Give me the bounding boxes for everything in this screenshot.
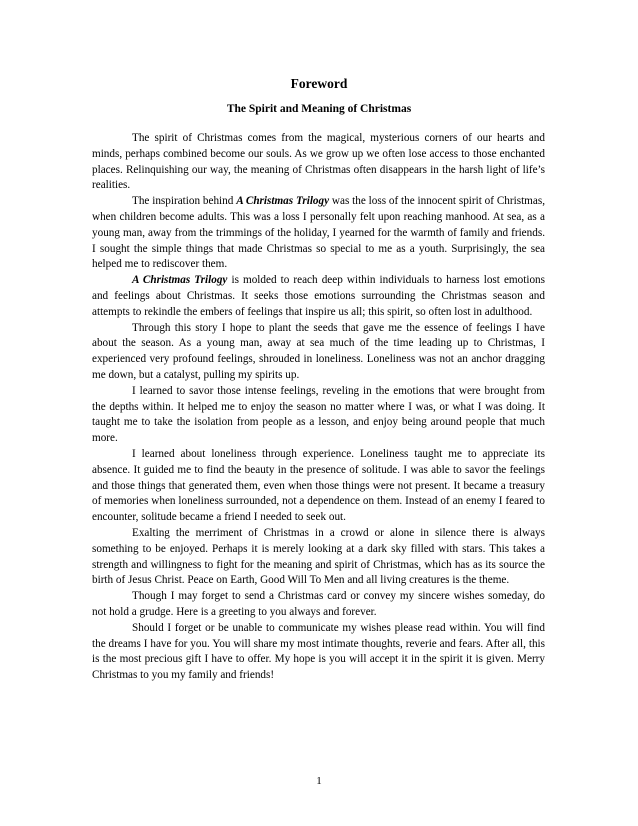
paragraph: I learned to savor those intense feelings, reveling in the emotions that were brought from the depths within. It helped me to enjoy the season no matter where I was, or what I was doing. It taught me to take the isolation from people as a lesson, and enjoy being around people that much more. (92, 384, 545, 445)
paragraph (92, 273, 545, 320)
paragraph: Through this story I hope to plant the seeds that gave me the essence of feelings I have about the season. As a young man, away at sea much of the time leading up to Christmas, I experienced very profound feelings, shrouded in loneliness. Loneliness was not an anchor dragging me down, but a catalyst, pulling my spirits up. (92, 321, 545, 381)
paragraph: Though I may forget to send a Christmas card or convey my sincere wishes someday, do not hold a grudge. Here is a greeting to you always and forever. (92, 590, 545, 618)
paragraph: Should I forget or be unable to communicate my wishes please read within. You will find the dreams I have for you. You will share my most intimate thoughts, reverie and fears. After all, this is the most precious gift I have to offer. My hope is you will accept it in the spirit it is given. Merry Christmas to you my family and friends! (92, 621, 545, 682)
paragraph: The spirit of Christmas comes from the magical, mysterious corners of our hearts and minds, perhaps combined become our souls. As we grow up we often lose access to those enchanted places. Relinquishing our way, the meaning of Christmas often disappears in the harsh light of life’s realities. (92, 132, 545, 192)
paragraph: Exalting the merriment of Christmas in a crowd or alone in silence there is always something to be enjoyed. Perhaps it is merely looking at a dark sky filled with stars. This takes a strength and willingness to fight for the meaning and spirit of Christmas, which has as its source the birth of Jesus Christ. Peace on Earth, Good Will To Men and all living creatures is the theme. (92, 526, 545, 587)
page-subtitle: The Spirit and Meaning of Christmas (226, 103, 412, 115)
page-title: Foreword (290, 76, 348, 91)
page-number: 1 (316, 775, 322, 787)
paragraph-rest: is molded to reach deep within individuals to harness lost emotions and feelings about Christmas. It seeks those emotions surrounding the Christmas season and attempts to rekindle the embers of feelings that inspire us all; this spirit, so often lost in adulthood. (92, 274, 545, 318)
book-title-emphasis: A Christmas Trilogy (236, 195, 330, 208)
book-title-emphasis: A Christmas Trilogy (132, 274, 228, 287)
paragraph (92, 194, 545, 273)
foreword-body (92, 131, 545, 684)
paragraph-rest: was the loss of the innocent spirit of Christmas, when children become adults. This was a loss I personally felt upon reaching manhood. At sea, as a young man, away from the trimmings of the holiday, I yearned for the warmth of family and friends. I sought the simple things that made Christmas so special to me as a youth. Surprisingly, the sea helped me to rediscover them. (92, 195, 545, 271)
paragraph-lead: The inspiration behind (132, 195, 237, 208)
paragraph: I learned about loneliness through experience. Loneliness taught me to appreciate its absence. It guided me to find the beauty in the presence of solitude. I was able to savor the feelings and those things that generated them, even when those things were not present. It became a treasury of memories when loneliness surrounded, not a dependence on them. Instead of an enemy I feared to encounter, solitude became a friend I needed to seek out. (92, 447, 545, 524)
